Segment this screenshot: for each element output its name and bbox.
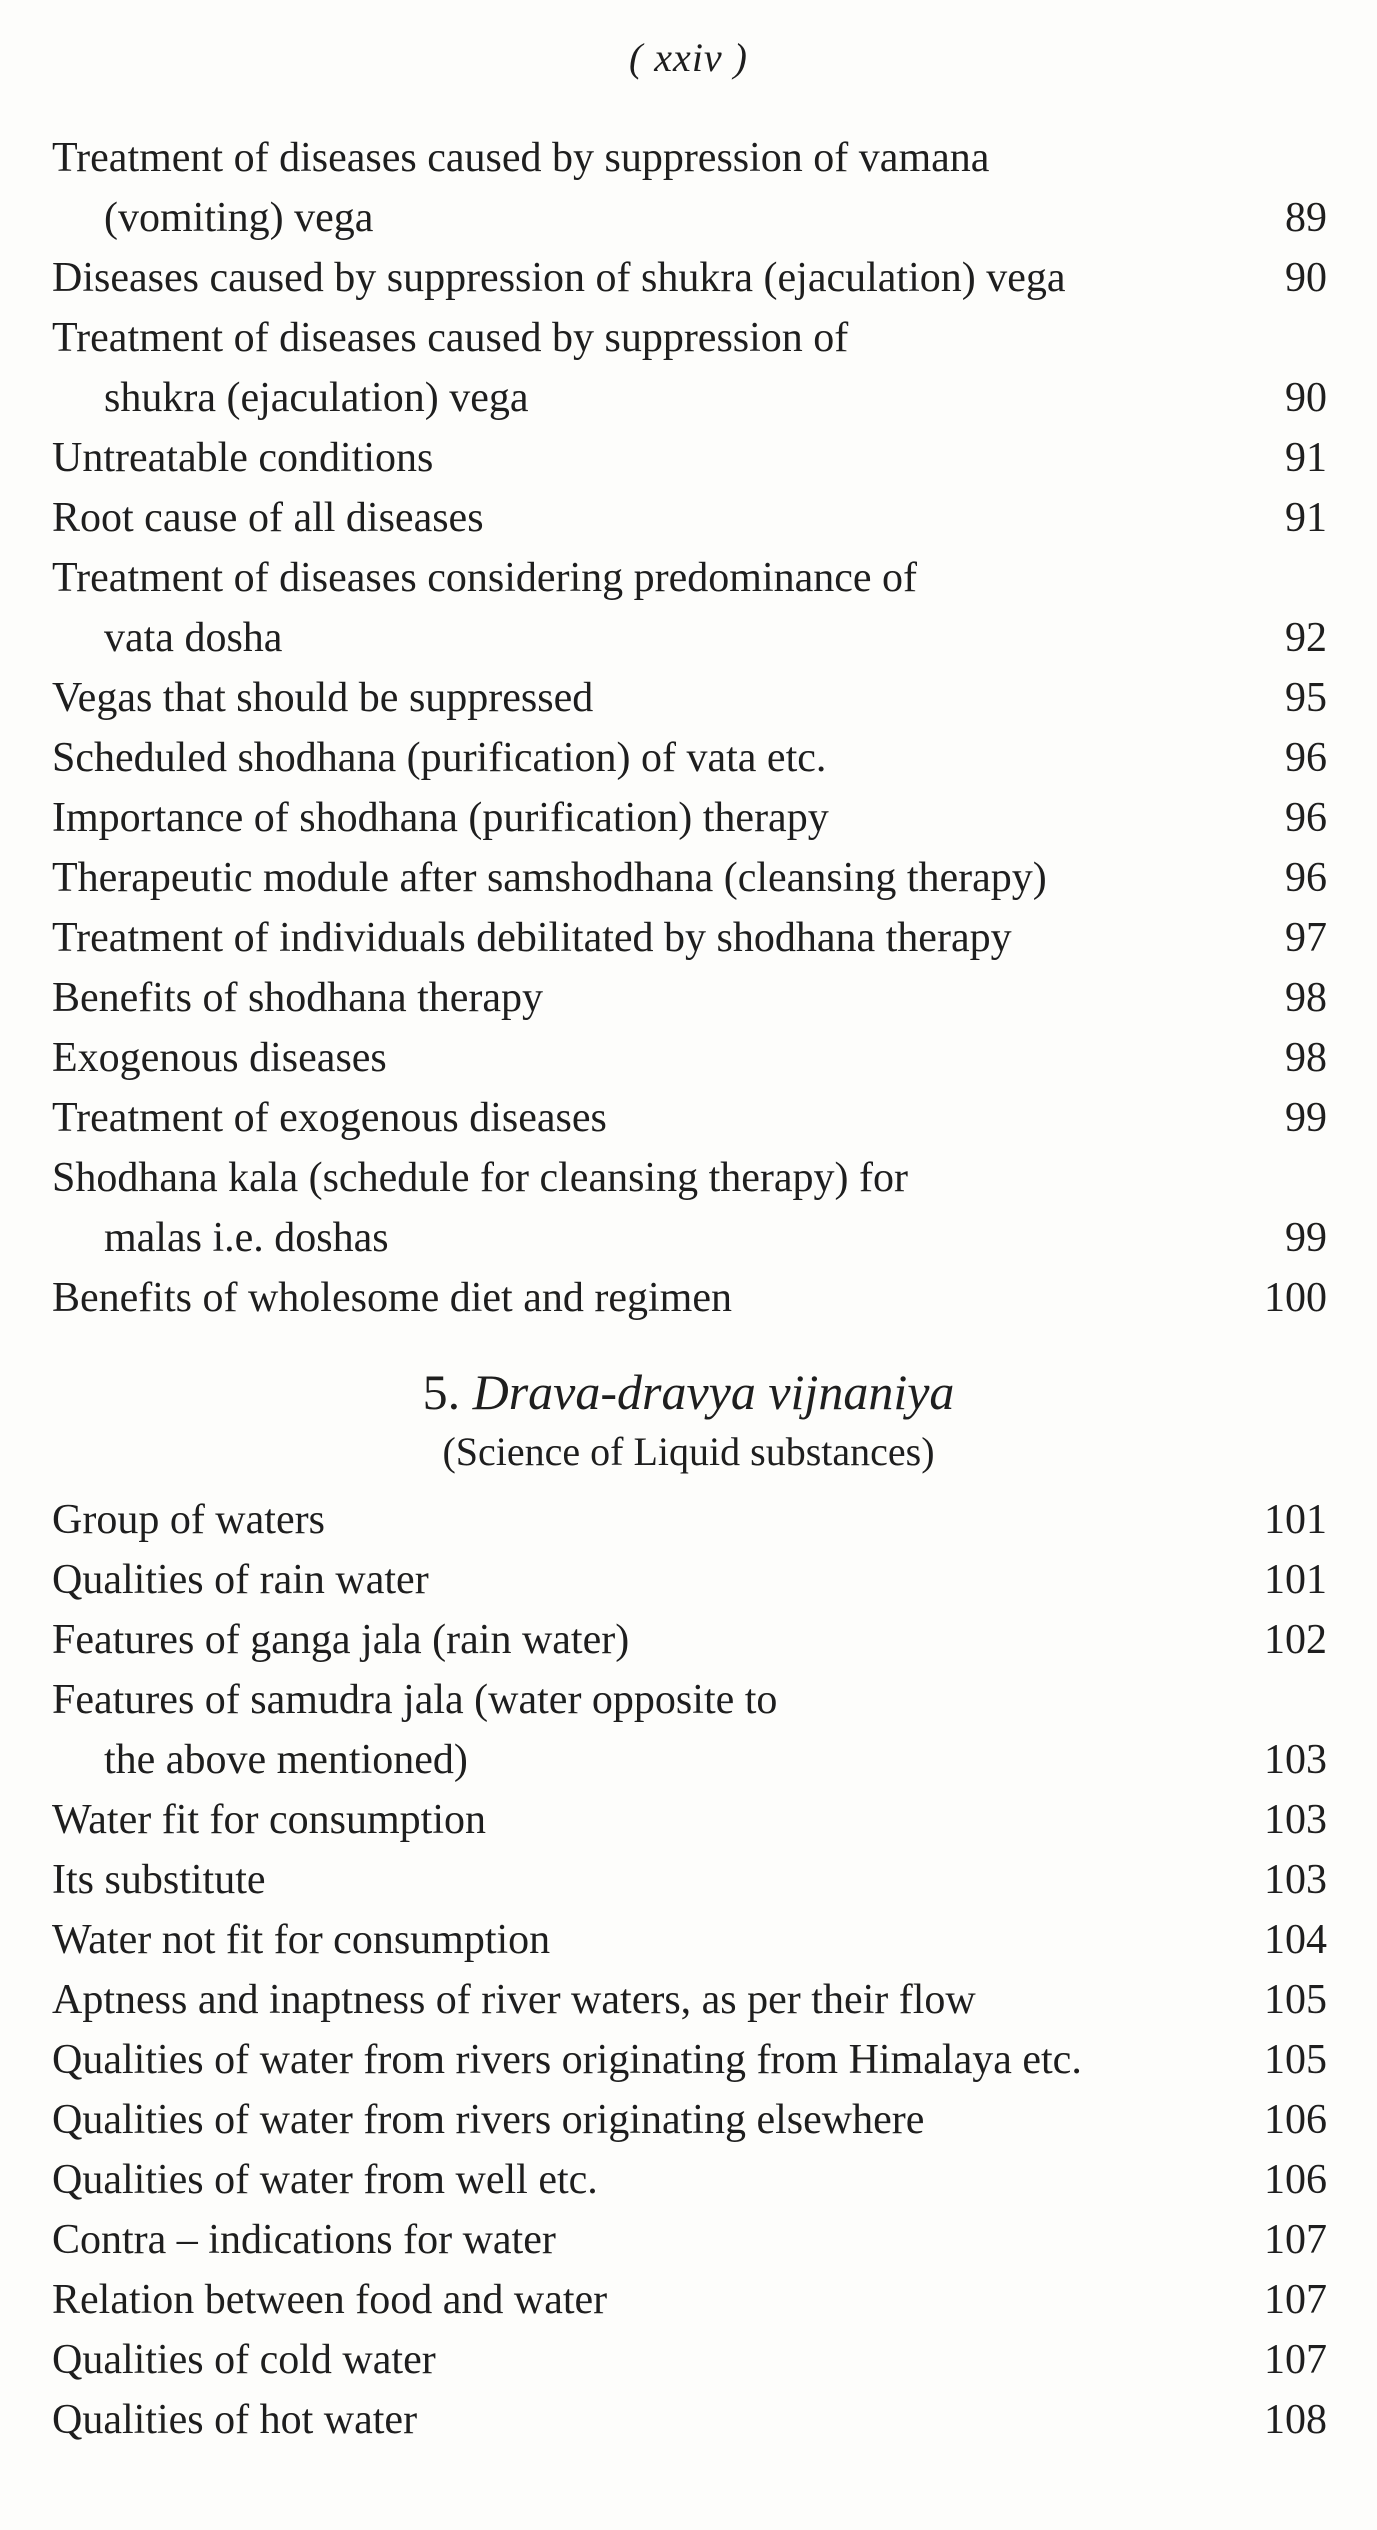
toc-entry-title [52, 848, 1327, 908]
toc-section-continued [52, 128, 1327, 1328]
toc-entry-title [52, 1268, 1327, 1328]
toc-entry-title [52, 1910, 1327, 1970]
toc-entry-title [52, 1610, 1327, 1670]
toc-entry [52, 908, 1327, 968]
toc-entry [52, 2030, 1327, 2090]
toc-entry-page-number: 99 [1285, 1095, 1327, 1141]
toc-entry [52, 1148, 1327, 1268]
toc-entry [52, 1970, 1327, 2030]
chapter-name: Drava-dravya vijnaniya [472, 1364, 955, 1420]
toc-entry [52, 428, 1327, 488]
page-number-header: ( xxiv ) [628, 35, 748, 80]
toc-entry-title-line: Water fit for consumption [52, 1797, 487, 1843]
toc-entry-page-number: 107 [1264, 2337, 1327, 2383]
toc-entry-title [52, 128, 1327, 248]
toc-entry-title-continuation: vata dosha [104, 615, 283, 661]
toc-entry-title [52, 968, 1327, 1028]
toc-entry-title-line: Qualities of water from rivers originating elsewhere [52, 2097, 925, 2143]
toc-entry-page-number: 99 [1285, 1215, 1327, 1261]
toc-entry [52, 1028, 1327, 1088]
toc-entry-title [52, 308, 1327, 428]
toc-entry-title-continuation: the above mentioned) [104, 1737, 468, 1783]
toc-entry-title-line: Exogenous diseases [52, 1035, 387, 1081]
toc-entry-title-continuation: (vomiting) vega [104, 195, 374, 241]
toc-entry-page-number: 96 [1285, 855, 1327, 901]
toc-entry-title-line: Aptness and inaptness of river waters, as per their flow [52, 1977, 976, 2023]
toc-entry-title-line: Treatment of exogenous diseases [52, 1095, 607, 1141]
toc-entry-title-line: Shodhana kala (schedule for cleansing therapy) for [52, 1155, 908, 1201]
chapter-subtitle: (Science of Liquid substances) [442, 1429, 935, 1474]
toc-entry-title [52, 1970, 1327, 2030]
toc-entry-title-line: Water not fit for consumption [52, 1917, 551, 1963]
toc-entry-title [52, 2270, 1327, 2330]
toc-entry-title [52, 2030, 1327, 2090]
toc-entry-page-number: 100 [1264, 1275, 1327, 1321]
toc-entry-title [52, 2330, 1327, 2390]
toc-entry-title-line: Its substitute [52, 1857, 266, 1903]
toc-entry-title-line: Qualities of cold water [52, 2337, 436, 2383]
toc-entry-title-line: Untreatable conditions [52, 435, 434, 481]
toc-entry-title [52, 1028, 1327, 1088]
toc-entry [52, 248, 1327, 308]
toc-entry-page-number: 97 [1285, 915, 1327, 961]
toc-entry-title-line: Benefits of wholesome diet and regimen [52, 1275, 732, 1321]
toc-entry-page-number: 96 [1285, 735, 1327, 781]
toc-entry-title-line: Benefits of shodhana therapy [52, 975, 544, 1021]
toc-entry [52, 2210, 1327, 2270]
toc-entry [52, 668, 1327, 728]
toc-entry-title [52, 1790, 1327, 1850]
toc-entry-page-number: 95 [1285, 675, 1327, 721]
toc-entry-title [52, 548, 1327, 668]
toc-entry [52, 1550, 1327, 1610]
toc-entry-title [52, 488, 1327, 548]
toc-entry-page-number: 101 [1264, 1497, 1327, 1543]
toc-entry-page-number: 89 [1285, 195, 1327, 241]
toc-entry-title-line: Treatment of diseases caused by suppression of [52, 315, 849, 361]
toc-entry-page-number: 98 [1285, 1035, 1327, 1081]
toc-entry-page-number: 105 [1264, 1977, 1327, 2023]
toc-entry-page-number: 102 [1264, 1617, 1327, 1663]
toc-entry-title-line: Treatment of diseases considering predominance of [52, 555, 918, 601]
toc-entry-page-number: 90 [1285, 255, 1327, 301]
toc-entry [52, 848, 1327, 908]
toc-entry-title [52, 728, 1327, 788]
toc-entry [52, 1910, 1327, 1970]
toc-entry-page-number: 108 [1264, 2397, 1327, 2443]
toc-entry-page-number: 98 [1285, 975, 1327, 1021]
toc-entry-title-line: Qualities of hot water [52, 2397, 418, 2443]
toc-entry-title [52, 908, 1327, 968]
toc-entry-page-number: 104 [1264, 1917, 1327, 1963]
toc-entry [52, 2090, 1327, 2150]
toc-entry [52, 728, 1327, 788]
toc-entry [52, 1850, 1327, 1910]
toc-entry-title [52, 428, 1327, 488]
toc-entry-title [52, 248, 1327, 308]
toc-entry-title-continuation: malas i.e. doshas [104, 1215, 389, 1261]
toc-entry [52, 1790, 1327, 1850]
toc-entry-title [52, 1148, 1327, 1268]
toc-entry-title-line: Qualities of water from well etc. [52, 2157, 598, 2203]
toc-entry-title-line: Therapeutic module after samshodhana (cleansing therapy) [52, 855, 1047, 901]
toc-entry-page-number: 92 [1285, 615, 1327, 661]
toc-entry-page-number: 106 [1264, 2097, 1327, 2143]
toc-entry-title-line: Importance of shodhana (purification) therapy [52, 795, 829, 841]
toc-entry-title [52, 1088, 1327, 1148]
toc-entry-title-line: Group of waters [52, 1497, 325, 1543]
toc-entry-title-line: Root cause of all diseases [52, 495, 484, 541]
toc-entry [52, 1088, 1327, 1148]
toc-entry-title-line: Treatment of diseases caused by suppression of vamana [52, 135, 990, 181]
toc-entry-title [52, 1670, 1327, 1790]
toc-entry-page-number: 103 [1264, 1797, 1327, 1843]
toc-entry-title-line: Diseases caused by suppression of shukra (ejaculation) vega [52, 255, 1066, 301]
toc-entry-title [52, 788, 1327, 848]
toc-entry-title-line: Treatment of individuals debilitated by shodhana therapy [52, 915, 1012, 961]
toc-entry-title [52, 2090, 1327, 2150]
toc-entry [52, 968, 1327, 1028]
toc-entry-title [52, 2390, 1327, 2450]
toc-entry [52, 1490, 1327, 1550]
toc-entry-title-line: Features of samudra jala (water opposite to [52, 1677, 778, 1723]
toc-entry [52, 788, 1327, 848]
toc-entry [52, 128, 1327, 248]
toc-entry-page-number: 91 [1285, 495, 1327, 541]
toc-entry-page-number: 106 [1264, 2157, 1327, 2203]
toc-entry-title-line: Qualities of rain water [52, 1557, 429, 1603]
toc-section-chapter-5 [52, 1490, 1327, 2450]
toc-entry [52, 1670, 1327, 1790]
toc-entry-title-line: Relation between food and water [52, 2277, 608, 2323]
toc-entry-page-number: 91 [1285, 435, 1327, 481]
toc-entry-page-number: 103 [1264, 1737, 1327, 1783]
toc-entry-title-line: Contra – indications for water [52, 2217, 556, 2263]
toc-entry-title-continuation: shukra (ejaculation) vega [104, 375, 529, 421]
toc-entry-page-number: 107 [1264, 2217, 1327, 2263]
toc-entry [52, 488, 1327, 548]
toc-entry-title-line: Features of ganga jala (rain water) [52, 1617, 630, 1663]
toc-entry-title-line: Scheduled shodhana (purification) of vata etc. [52, 735, 827, 781]
toc-entry-page-number: 105 [1264, 2037, 1327, 2083]
chapter-title [0, 1360, 1377, 1424]
toc-entry-page-number: 96 [1285, 795, 1327, 841]
toc-entry [52, 1268, 1327, 1328]
toc-entry-title-line: Qualities of water from rivers originating from Himalaya etc. [52, 2037, 1082, 2083]
toc-entry-title [52, 2150, 1327, 2210]
toc-entry-page-number: 103 [1264, 1857, 1327, 1903]
toc-entry-title [52, 1850, 1327, 1910]
chapter-heading [0, 1360, 1377, 1480]
toc-entry [52, 308, 1327, 428]
toc-entry-title [52, 1550, 1327, 1610]
toc-entry-title-line: Vegas that should be suppressed [52, 675, 594, 721]
toc-entry [52, 2150, 1327, 2210]
chapter-number: 5. [422, 1364, 461, 1420]
toc-entry [52, 2330, 1327, 2390]
toc-entry [52, 548, 1327, 668]
toc-entry [52, 2390, 1327, 2450]
toc-entry-title [52, 2210, 1327, 2270]
toc-entry-page-number: 107 [1264, 2277, 1327, 2323]
toc-entry-page-number: 90 [1285, 375, 1327, 421]
toc-entry [52, 2270, 1327, 2330]
toc-entry [52, 1610, 1327, 1670]
toc-entry-page-number: 101 [1264, 1557, 1327, 1603]
toc-entry-title [52, 1490, 1327, 1550]
toc-entry-title [52, 668, 1327, 728]
